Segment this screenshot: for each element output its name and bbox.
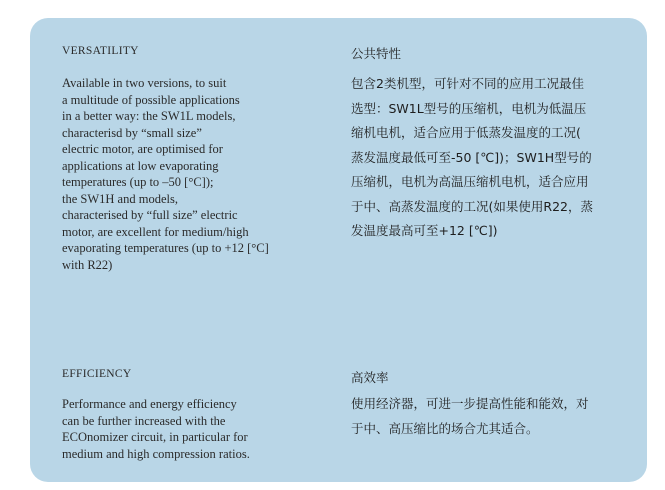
versatility-body-cn: 包含2类机型，可针对不同的应用工况最佳 选型：SW1L型号的压缩机，电机为低温压 缩机电机，适合应用于低蒸发温度的工况( 蒸发温度最低可至-50 [℃])；SW1H型号的 压缩机，电机为高温压缩机电机，适合应用 于中、高蒸发温度的工况(如果使用R22，蒸 发温度最高可至+12 [℃])	[351, 76, 593, 238]
versatility-heading-cn: 公共特性	[351, 46, 402, 61]
efficiency-heading-en: EFFICIENCY	[62, 368, 132, 380]
efficiency-heading-cn: 高效率	[351, 370, 389, 385]
versatility-heading-en: VERSATILITY	[62, 45, 139, 57]
efficiency-body-cn: 使用经济器，可进一步提高性能和能效，对 于中、高压缩比的场合尤其适合。	[351, 396, 589, 436]
efficiency-body-en: Performance and energy efficiency can be further increased with the ECOnomizer circuit, in particular for medium and high compression ratios.	[62, 397, 250, 461]
content-panel	[30, 18, 647, 482]
versatility-body-en: Available in two versions, to suit a multitude of possible applications in a better way: the SW1L models, characterisd by “small size” electric motor, are optimised for applications at low evaporating temperatures (up to –50 [°C]); the SW1H and models, characterised by “full size” electric motor, are excellent for medium/high evaporating temperatures (up to +12 [°C] with R22)	[62, 76, 269, 272]
